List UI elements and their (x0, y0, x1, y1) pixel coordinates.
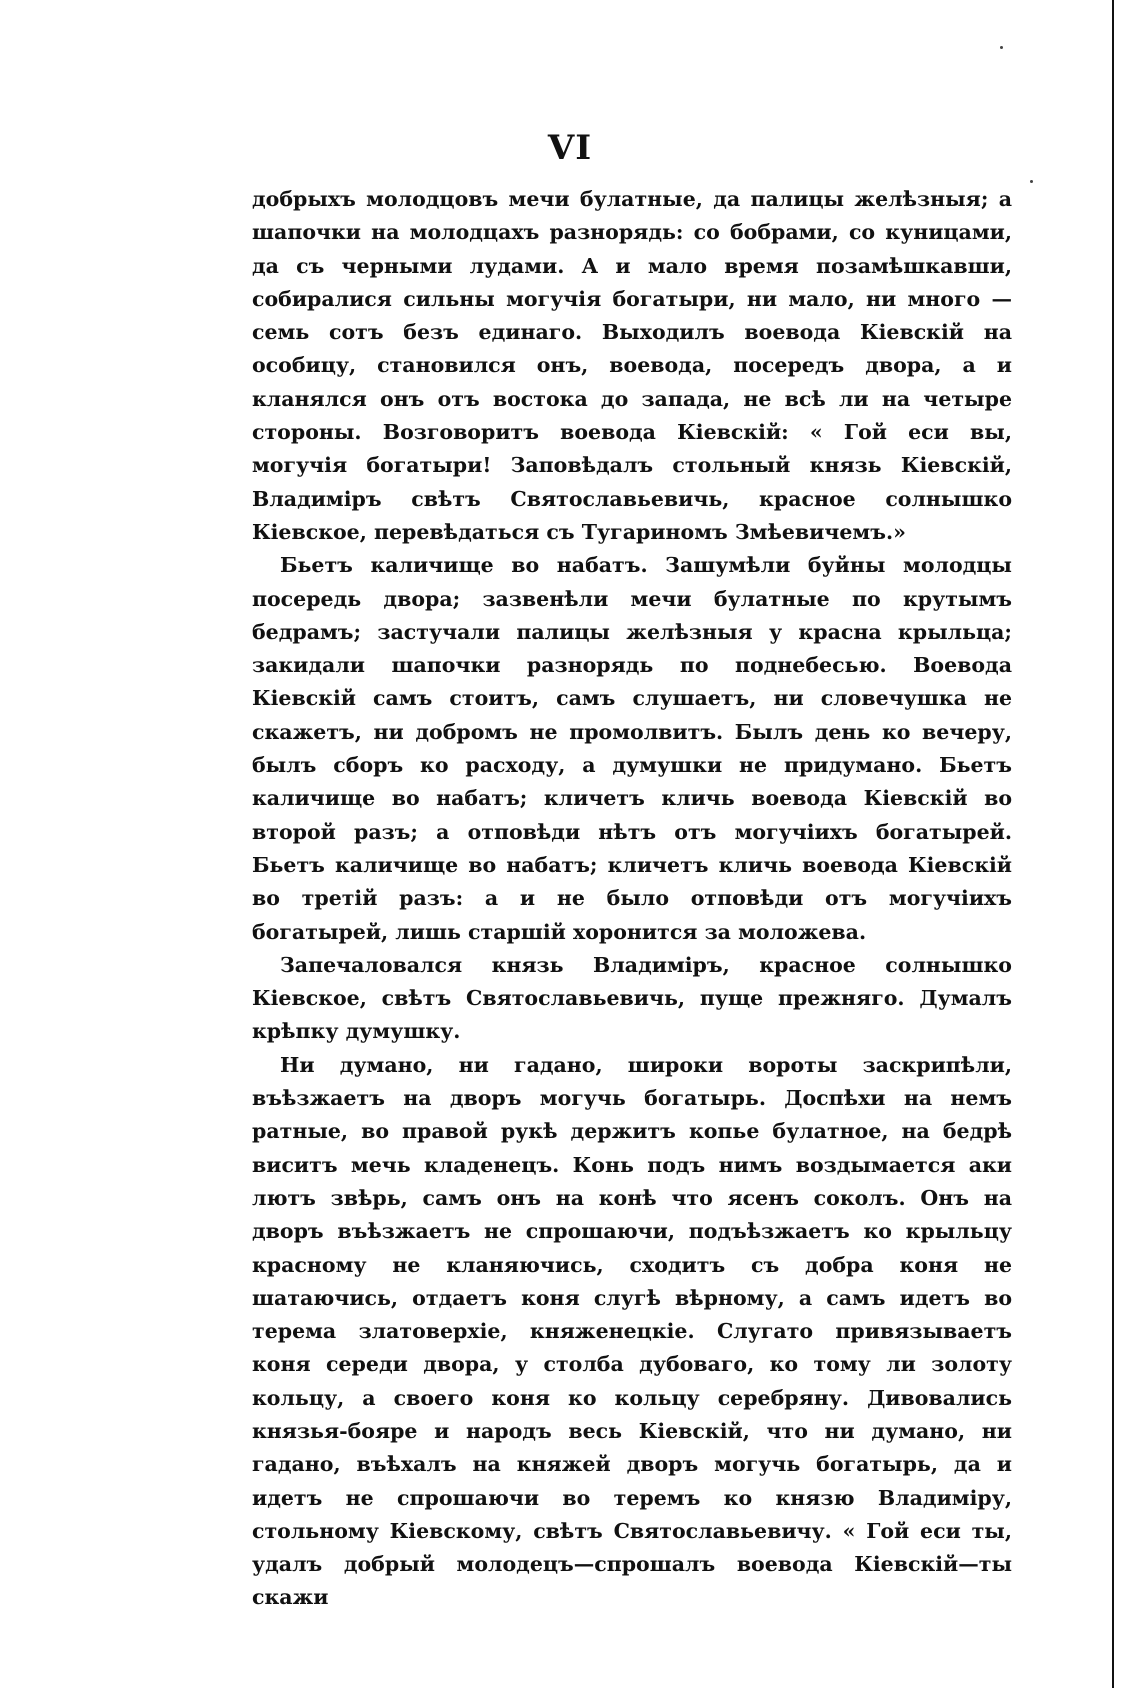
paragraph: Бьетъ каличище во набатъ. Зашумѣли буйны молодцы посередь двора; зазвенѣли мечи булатные по крутымъ бедрамъ; застучали палицы желѣзныя у красна крыльца; закидали шапочки разнорядь по поднебесью. Воевода Кіевскій самъ стоитъ, самъ слушаетъ, ни словечушка не скажетъ, ни добромъ не промолвитъ. Былъ день ко вечеру, былъ сборъ ко расходу, а думушки не придумано. Бьетъ каличище во набатъ; кличетъ кличь воевода Кіевскій во второй разъ; а отповѣди нѣтъ отъ могучіихъ богатырей. Бьетъ каличище во набатъ; кличетъ кличь воевода Кіевскій во третій разъ: а и не было отповѣди отъ могучіихъ богатырей, лишь старшій хоронится за моложева. (252, 553, 1012, 944)
paragraph: добрыхъ молодцовъ мечи булатные, да палицы желѣзныя; а шапочки на молодцахъ разнорядь: со бобрами, со куницами, да съ черными лудами. А и мало время позамѣшкавши, собиралися сильны могучія богатыри, ни мало, ни много — семь сотъ безъ единаго. Выходилъ воевода Кіевскій на особицу, становился онъ, воевода, посередъ двора, а и кланялся онъ отъ востока до запада, не всѣ ли на четыре стороны. Возговоритъ воевода Кіевскій: « Гой еси вы, могучія богатыри! Заповѣдалъ стольный князь Кіевскій, Владиміръ свѣтъ Святославьевичь, красное солнышко Кіевское, перевѣдаться съ Тугариномъ Змѣевичемъ.» (252, 187, 1012, 544)
paragraph: Запечаловался князь Владиміръ, красное солнышко Кіевское, свѣтъ Святославьевичь, пуще прежняго. Думалъ крѣпку думушку. (252, 952, 1012, 1044)
scan-speck (1030, 180, 1033, 183)
page-edge-line (1112, 0, 1114, 1688)
paragraph: Ни думано, ни гадано, широки вороты заскрипѣли, въѣзжаетъ на дворъ могучь богатырь. Доспѣхи на немъ ратные, во правой рукѣ держитъ копье булатное, на бедрѣ виситъ мечь кладенецъ. Конь подъ нимъ воздымается аки лютъ звѣрь, самъ онъ на конѣ что ясенъ соколъ. Онъ на дворъ въѣзжаетъ не спрошаючи, подъѣзжаетъ ко крыльцу красному не кланяючись, сходитъ съ добра коня не шатаючись, отдаетъ коня слугѣ вѣрному, а самъ идетъ во терема златоверхіе, княженецкіе. Слугато привязываетъ коня середи двора, у столба дубоваго, ко тому ли золоту кольцу, а своего коня ко кольцу серебряну. Дивовались князья-бояре и народъ весь Кіевскій, что ни думано, ни гадано, въѣхалъ на княжей дворъ могучь богатырь, да и идетъ не спрошаючи во теремъ ко князю Владиміру, стольному Кіевскому, свѣтъ Святославьевичу. « Гой еси ты, удалъ добрый молодецъ—спрошалъ воевода Кіевскій—ты скажи (252, 1052, 1012, 1610)
scan-speck (1000, 46, 1003, 49)
body-text (252, 183, 1012, 1615)
page-number: VI (547, 128, 593, 168)
